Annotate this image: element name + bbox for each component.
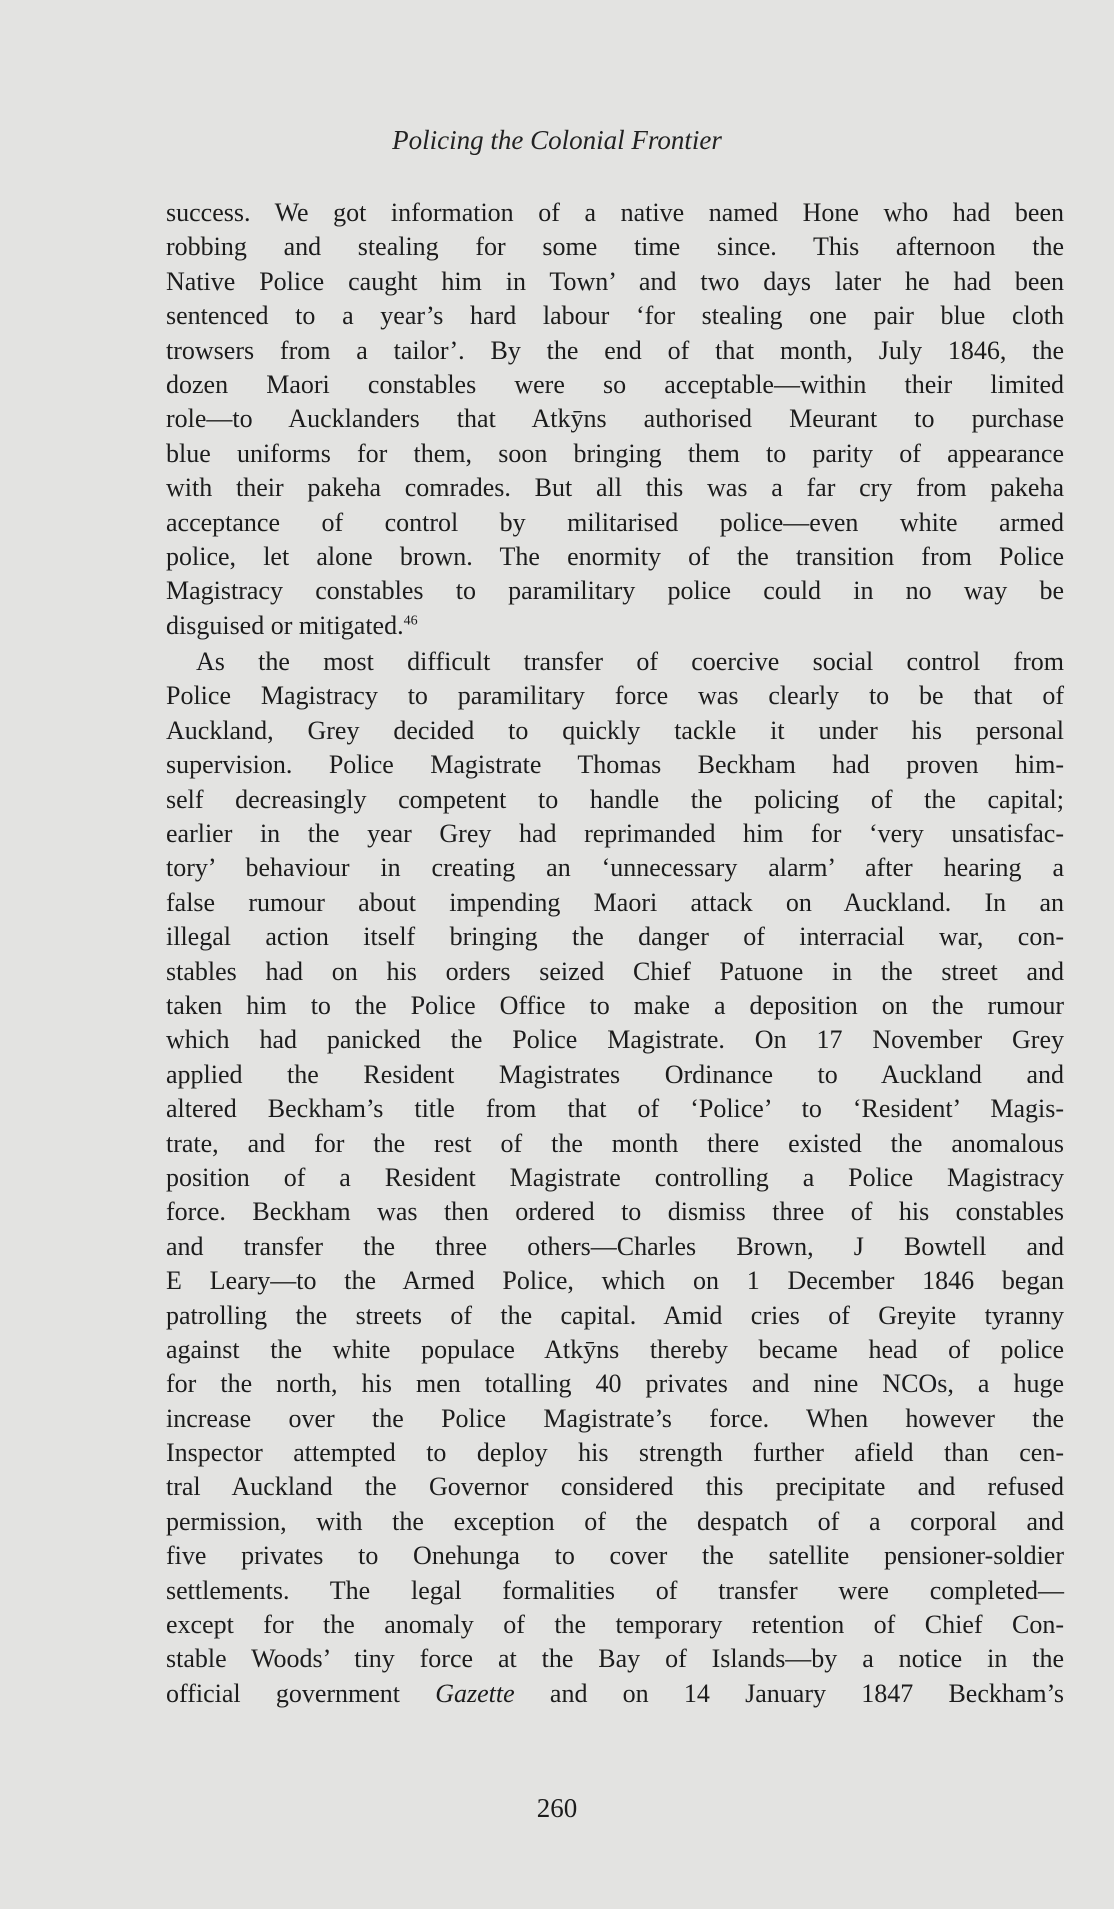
text-line: Inspector attempted to deploy his strength further afield than cen- xyxy=(166,1438,1064,1468)
text-line: dozen Maori constables were so acceptable—within their limited xyxy=(166,369,1064,399)
text-line: Police Magistracy to paramilitary force was clearly to be that of xyxy=(166,681,1064,711)
page-number: 260 xyxy=(536,1793,578,1823)
text-line: stables had on his orders seized Chief Patuone in the street and xyxy=(166,956,1064,986)
text-line: false rumour about impending Maori attack on Auckland. In an xyxy=(166,887,1064,917)
text-line: settlements. The legal formalities of transfer were completed— xyxy=(166,1575,1064,1605)
text-line: tral Auckland the Governor considered this precipitate and refused xyxy=(166,1472,1064,1502)
text-line: against the white populace Atkȳns thereby became head of police xyxy=(166,1334,1064,1364)
text-line: position of a Resident Magistrate controlling a Police Magistracy xyxy=(166,1162,1064,1192)
text-segment: and on 14 January 1847 Beckham’s xyxy=(514,1678,1064,1708)
text-line: robbing and stealing for some time since. This afternoon the xyxy=(166,232,1064,262)
text-line: permission, with the exception of the despatch of a corporal and xyxy=(166,1506,1064,1536)
text-line: Magistracy constables to paramilitary police could in no way be xyxy=(166,576,1064,606)
text-line: altered Beckham’s title from that of ‘Police’ to ‘Resident’ Magis- xyxy=(166,1094,1064,1124)
text-line-content: disguised or mitigated. xyxy=(166,610,404,640)
text-line: taken him to the Police Office to make a deposition on the rumour xyxy=(166,990,1064,1020)
text-line: trowsers from a tailor’. By the end of that month, July 1846, the xyxy=(166,335,1064,365)
text-line: for the north, his men totalling 40 privates and nine NCOs, a huge xyxy=(166,1369,1064,1399)
text-line: sentenced to a year’s hard labour ‘for stealing one pair blue cloth xyxy=(166,301,1064,331)
text-line: blue uniforms for them, soon bringing them to parity of appearance xyxy=(166,438,1064,468)
text-segment: official government xyxy=(166,1678,436,1708)
text-line: increase over the Police Magistrate’s force. When however the xyxy=(166,1403,1064,1433)
text-line: self decreasingly competent to handle the policing of the capital; xyxy=(166,784,1064,814)
text-line-final xyxy=(166,1677,1064,1711)
text-line: E Leary—to the Armed Police, which on 1 December 1846 began xyxy=(166,1266,1064,1296)
text-line: which had panicked the Police Magistrate. On 17 November Grey xyxy=(166,1025,1064,1055)
text-line: stable Woods’ tiny force at the Bay of Islands—by a notice in the xyxy=(166,1644,1064,1674)
text-line: acceptance of control by militarised police—even white armed xyxy=(166,507,1064,537)
text-line: with their pakeha comrades. But all this was a far cry from pakeha xyxy=(166,473,1064,503)
text-line: Native Police caught him in Town’ and two days later he had been xyxy=(166,266,1064,296)
text-line: tory’ behaviour in creating an ‘unnecessary alarm’ after hearing a xyxy=(166,853,1064,883)
text-line: five privates to Onehunga to cover the satellite pensioner-soldier xyxy=(166,1541,1064,1571)
text-line: except for the anomaly of the temporary retention of Chief Con- xyxy=(166,1610,1064,1640)
text-line: Auckland, Grey decided to quickly tackle it under his personal xyxy=(166,715,1064,745)
text-line-paragraph-start: As the most difficult transfer of coercive social control from xyxy=(196,647,1064,677)
text-line: and transfer the three others—Charles Brown, J Bowtell and xyxy=(166,1231,1064,1261)
text-line-paragraph-end xyxy=(166,609,1064,643)
text-line: trate, and for the rest of the month there existed the anomalous xyxy=(166,1128,1064,1158)
text-line: police, let alone brown. The enormity of the transition from Police xyxy=(166,541,1064,571)
italic-title-gazette: Gazette xyxy=(435,1678,515,1708)
text-line: applied the Resident Magistrates Ordinance to Auckland and xyxy=(166,1059,1064,1089)
text-line: supervision. Police Magistrate Thomas Beckham had proven him- xyxy=(166,750,1064,780)
text-line: success. We got information of a native named Hone who had been xyxy=(166,198,1064,227)
text-line: force. Beckham was then ordered to dismiss three of his constables xyxy=(166,1197,1064,1227)
text-line: earlier in the year Grey had reprimanded him for ‘very unsatisfac- xyxy=(166,819,1064,849)
body-text xyxy=(166,196,1064,1711)
text-line: illegal action itself bringing the danger of interracial war, con- xyxy=(166,922,1064,952)
text-line: patrolling the streets of the capital. Amid cries of Greyite tyranny xyxy=(166,1300,1064,1330)
footnote-reference: 46 xyxy=(403,613,418,629)
running-head: Policing the Colonial Frontier xyxy=(392,125,722,155)
text-line: role—to Aucklanders that Atkȳns authorised Meurant to purchase xyxy=(166,404,1064,434)
